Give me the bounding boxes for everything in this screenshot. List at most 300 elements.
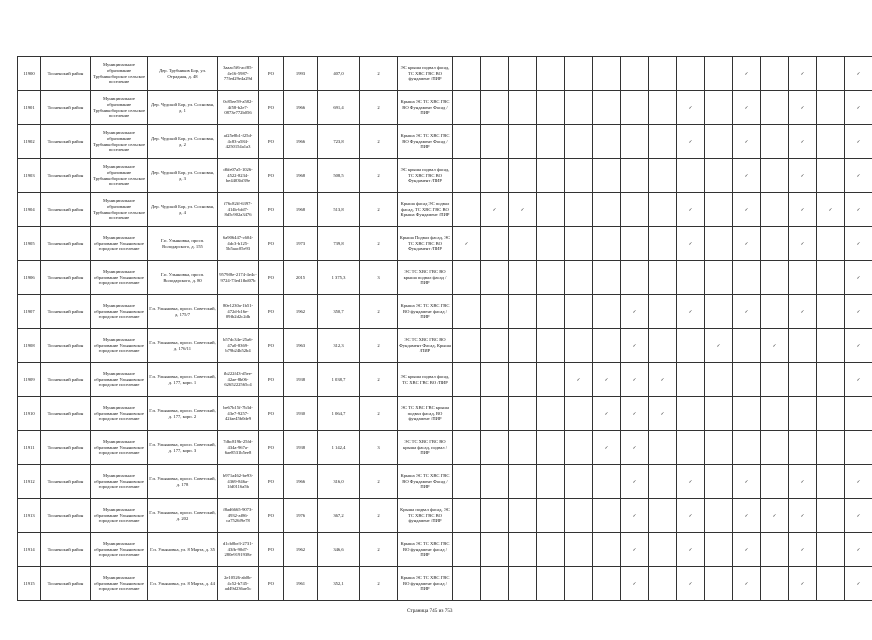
row-id: 11903 (18, 159, 41, 193)
work-cell (593, 57, 621, 91)
work-cell (761, 363, 789, 397)
work-cell (593, 159, 621, 193)
row-area: 312,3 (318, 329, 360, 363)
row-address: Дер. Чудской Бор, ул. Сосновая, д. 4 (148, 193, 218, 227)
row-district: Тосненский район (41, 159, 91, 193)
work-cell (481, 261, 509, 295)
work-cell (621, 363, 649, 397)
row-count: 2 (360, 159, 398, 193)
check-mark-icon: ✓ (800, 104, 805, 110)
work-cell (621, 57, 649, 91)
row-area: 1 142,4 (318, 431, 360, 465)
row-id: 11915 (18, 567, 41, 601)
row-guid: 80e1230a-1b51-472d-b16e-09fb2d2c2db (218, 295, 259, 329)
row-type: РО (259, 159, 284, 193)
row-district: Тосненский район (41, 567, 91, 601)
row-id: 11908 (18, 329, 41, 363)
row-area: 508,5 (318, 159, 360, 193)
work-cell (453, 261, 481, 295)
row-area: 513,8 (318, 193, 360, 227)
check-mark-icon: ✓ (800, 240, 805, 246)
row-address: Дер. Чудской Бор, ул. Сосновая, д. 1 (148, 91, 218, 125)
row-count: 2 (360, 125, 398, 159)
work-cell (649, 397, 677, 431)
work-cell (481, 295, 509, 329)
row-area: 407,0 (318, 57, 360, 91)
row-id: 11910 (18, 397, 41, 431)
row-organization: Муниципальное образование Трубникоборское сельское поселение (91, 193, 148, 227)
check-mark-icon: ✓ (856, 546, 861, 552)
row-district: Тосненский район (41, 227, 91, 261)
table-row (18, 329, 872, 363)
work-cell (565, 431, 593, 465)
work-cell (565, 465, 593, 499)
work-cell (733, 567, 761, 601)
row-address: Г.п. Ульяновка, просп. Советский, д. 177, корп. 1 (148, 363, 218, 397)
work-cell (593, 227, 621, 261)
work-cell (593, 499, 621, 533)
work-cell (677, 465, 705, 499)
row-count: 3 (360, 261, 398, 295)
work-cell (817, 431, 845, 465)
row-guid: f8ad6665-9073-4932-af86-ca7526f9e78 (218, 499, 259, 533)
work-cell (733, 533, 761, 567)
work-cell (649, 567, 677, 601)
row-year: 1930 (284, 397, 318, 431)
work-cell (481, 125, 509, 159)
check-mark-icon: ✓ (800, 308, 805, 314)
work-cell (649, 159, 677, 193)
row-guid: f76c82ff-6397-414b-bfd7-8d5c902a3476 (218, 193, 259, 227)
work-cell (481, 193, 509, 227)
work-cell (621, 295, 649, 329)
row-type: РО (259, 125, 284, 159)
work-cell (593, 261, 621, 295)
work-cell (789, 465, 817, 499)
row-count: 2 (360, 499, 398, 533)
check-mark-icon: ✓ (520, 206, 525, 212)
work-cell (677, 227, 705, 261)
work-cell (677, 159, 705, 193)
check-mark-icon: ✓ (744, 138, 749, 144)
work-cell (845, 329, 872, 363)
row-works: Крыша ЭС ТС ХВС ГВС ВО Фундамент Фасад /ПИР (398, 125, 453, 159)
work-cell (621, 91, 649, 125)
row-guid: d1cb0be3-2731-43fb-90d7-280e9191938e (218, 533, 259, 567)
row-year: 1968 (284, 193, 318, 227)
row-year: 1962 (284, 533, 318, 567)
work-cell (537, 567, 565, 601)
work-cell (565, 91, 593, 125)
work-cell (565, 363, 593, 397)
work-cell (761, 227, 789, 261)
work-cell (733, 91, 761, 125)
row-id: 11909 (18, 363, 41, 397)
row-works: Крыша ЭС ТС ХВС ГВС ВО Фундамент Фасад /ПИР (398, 465, 453, 499)
work-cell (537, 431, 565, 465)
check-mark-icon: ✓ (464, 240, 469, 246)
work-cell (509, 193, 537, 227)
work-cell (817, 227, 845, 261)
work-cell (453, 91, 481, 125)
row-guid: 7dbc819b-25fd-434a-967a-6ae8531b5ee8 (218, 431, 259, 465)
work-cell (481, 363, 509, 397)
work-cell (789, 91, 817, 125)
row-guid: b57dc34e-25a6-47a0-8369-b79b24b52b4 (218, 329, 259, 363)
row-type: РО (259, 499, 284, 533)
row-type: РО (259, 397, 284, 431)
work-cell (481, 533, 509, 567)
work-cell (537, 329, 565, 363)
work-cell (705, 329, 733, 363)
row-guid: af25e8b1-f25d-4c83-a584-4250154a1a3 (218, 125, 259, 159)
row-organization: Муниципальное образование Ульяновское городское поселение (91, 329, 148, 363)
check-mark-icon: ✓ (632, 308, 637, 314)
row-type: РО (259, 329, 284, 363)
work-cell (453, 295, 481, 329)
work-cell (845, 465, 872, 499)
check-mark-icon: ✓ (856, 240, 861, 246)
check-mark-icon: ✓ (604, 376, 609, 382)
work-cell (509, 465, 537, 499)
check-mark-icon: ✓ (800, 546, 805, 552)
row-type: РО (259, 363, 284, 397)
table-row (18, 227, 872, 261)
work-cell (565, 159, 593, 193)
work-cell (537, 533, 565, 567)
row-address: Дер. Трубников Бор, ул. Отрадная, д. 48 (148, 57, 218, 91)
row-works: Крыша ЭС ТС ХВС ГВС ВО фундамент фасад /ПИР (398, 533, 453, 567)
page-footer: Страница 745 из 753 (407, 608, 453, 614)
register-sheet (17, 56, 872, 601)
check-mark-icon: ✓ (688, 104, 693, 110)
check-mark-icon: ✓ (744, 240, 749, 246)
work-cell (621, 125, 649, 159)
row-id: 11901 (18, 91, 41, 125)
row-address: Г.п. Ульяновка, просп. Советский, д. 177, корп. 3 (148, 431, 218, 465)
work-cell (593, 329, 621, 363)
work-cell (705, 91, 733, 125)
row-guid: d6fe07a5-1026-4522-8234-be4403bf39e (218, 159, 259, 193)
work-cell (789, 499, 817, 533)
row-type: РО (259, 91, 284, 125)
work-cell (677, 57, 705, 91)
work-cell (677, 261, 705, 295)
check-mark-icon: ✓ (800, 70, 805, 76)
work-cell (789, 125, 817, 159)
check-mark-icon: ✓ (856, 274, 861, 280)
row-type: РО (259, 567, 284, 601)
row-district: Тосненский район (41, 431, 91, 465)
row-guid: 2e10526-ab0b-4c52-b745-ad49d236ae5c (218, 567, 259, 601)
row-organization: Муниципальное образование Ульяновское городское поселение (91, 227, 148, 261)
check-mark-icon: ✓ (856, 70, 861, 76)
check-mark-icon: ✓ (632, 478, 637, 484)
work-cell (649, 465, 677, 499)
work-cell (845, 567, 872, 601)
row-year: 1973 (284, 227, 318, 261)
row-id: 11912 (18, 465, 41, 499)
row-count: 2 (360, 227, 398, 261)
work-cell (817, 397, 845, 431)
work-cell (537, 465, 565, 499)
work-cell (509, 567, 537, 601)
check-mark-icon: ✓ (492, 206, 497, 212)
work-cell (761, 567, 789, 601)
check-mark-icon: ✓ (744, 580, 749, 586)
work-cell (481, 57, 509, 91)
register-table (17, 56, 872, 601)
work-cell (565, 57, 593, 91)
work-cell (453, 533, 481, 567)
work-cell (761, 91, 789, 125)
work-cell (593, 363, 621, 397)
work-cell (789, 159, 817, 193)
work-cell (733, 431, 761, 465)
row-id: 11904 (18, 193, 41, 227)
row-count: 2 (360, 91, 398, 125)
work-cell (481, 91, 509, 125)
work-cell (565, 499, 593, 533)
work-cell (761, 295, 789, 329)
row-area: 346,6 (318, 533, 360, 567)
row-organization: Муниципальное образование Трубникоборское сельское поселение (91, 91, 148, 125)
work-cell (817, 499, 845, 533)
row-organization: Муниципальное образование Трубникоборское сельское поселение (91, 125, 148, 159)
work-cell (593, 533, 621, 567)
work-cell (677, 533, 705, 567)
work-cell (621, 567, 649, 601)
work-cell (705, 159, 733, 193)
work-cell (537, 295, 565, 329)
work-cell (817, 295, 845, 329)
work-cell (677, 431, 705, 465)
work-cell (621, 533, 649, 567)
row-type: РО (259, 227, 284, 261)
row-year: 1961 (284, 567, 318, 601)
check-mark-icon: ✓ (604, 410, 609, 416)
check-mark-icon: ✓ (800, 512, 805, 518)
row-organization: Муниципальное образование Трубникоборское сельское поселение (91, 57, 148, 91)
work-cell (593, 295, 621, 329)
work-cell (817, 261, 845, 295)
check-mark-icon: ✓ (688, 580, 693, 586)
work-cell (705, 499, 733, 533)
work-cell (845, 159, 872, 193)
work-cell (761, 431, 789, 465)
check-mark-icon: ✓ (744, 308, 749, 314)
row-type: РО (259, 295, 284, 329)
work-cell (705, 295, 733, 329)
work-cell (817, 329, 845, 363)
work-cell (593, 465, 621, 499)
check-mark-icon: ✓ (744, 104, 749, 110)
work-cell (845, 57, 872, 91)
work-cell (705, 363, 733, 397)
work-cell (677, 329, 705, 363)
work-cell (705, 125, 733, 159)
row-area: 1 038,7 (318, 363, 360, 397)
row-id: 11911 (18, 431, 41, 465)
work-cell (453, 431, 481, 465)
work-cell (537, 227, 565, 261)
check-mark-icon: ✓ (744, 70, 749, 76)
work-cell (509, 261, 537, 295)
row-organization: Муниципальное образование Ульяновское городское поселение (91, 465, 148, 499)
work-cell (733, 499, 761, 533)
work-cell (453, 329, 481, 363)
row-district: Тосненский район (41, 363, 91, 397)
check-mark-icon: ✓ (632, 342, 637, 348)
check-mark-icon: ✓ (632, 444, 637, 450)
check-mark-icon: ✓ (800, 580, 805, 586)
row-works: ЭС крыша подвал фасад, ТС ХВС ГВС ВО фундамент /ПИР (398, 57, 453, 91)
work-cell (621, 159, 649, 193)
row-organization: Муниципальное образование Ульяновское городское поселение (91, 533, 148, 567)
row-works: Крыша ЭС ТС ХВС ГВС ВО фундамент фасад /ПИР (398, 567, 453, 601)
row-district: Тосненский район (41, 125, 91, 159)
work-cell (593, 431, 621, 465)
row-organization: Муниципальное образование Ульяновское городское поселение (91, 261, 148, 295)
work-cell (817, 363, 845, 397)
register-table-body (18, 57, 872, 601)
check-mark-icon: ✓ (660, 376, 665, 382)
work-cell (817, 193, 845, 227)
work-cell (845, 193, 872, 227)
table-row (18, 465, 872, 499)
work-cell (649, 227, 677, 261)
work-cell (817, 465, 845, 499)
check-mark-icon: ✓ (688, 478, 693, 484)
row-type: РО (259, 431, 284, 465)
check-mark-icon: ✓ (688, 308, 693, 314)
row-year: 1966 (284, 465, 318, 499)
work-cell (677, 125, 705, 159)
check-mark-icon: ✓ (688, 512, 693, 518)
work-cell (509, 431, 537, 465)
check-mark-icon: ✓ (856, 172, 861, 178)
work-cell (453, 499, 481, 533)
row-count: 2 (360, 363, 398, 397)
row-works: ЭС ТС ХВС ГВС ВО крыша фасад, подвал /ПИР (398, 431, 453, 465)
work-cell (705, 261, 733, 295)
row-guid: 6a906447-c604-4dc3-b125-5b5aac05e93 (218, 227, 259, 261)
work-cell (481, 465, 509, 499)
check-mark-icon: ✓ (744, 512, 749, 518)
row-area: 739,8 (318, 227, 360, 261)
work-cell (649, 363, 677, 397)
work-cell (537, 193, 565, 227)
row-district: Тосненский район (41, 261, 91, 295)
work-cell (481, 431, 509, 465)
row-guid: 3aaac5f6-acf85-4e16-5987-77fed29e4a29d (218, 57, 259, 91)
row-count: 2 (360, 193, 398, 227)
work-cell (705, 57, 733, 91)
table-row (18, 125, 872, 159)
work-cell (453, 57, 481, 91)
table-row (18, 193, 872, 227)
work-cell (761, 159, 789, 193)
row-works: Крыша подвал фасад, ЭС ТС ХВС ГВС ВО фундамент /ПИР (398, 499, 453, 533)
check-mark-icon: ✓ (800, 478, 805, 484)
work-cell (789, 227, 817, 261)
work-cell (509, 329, 537, 363)
work-cell (733, 125, 761, 159)
row-type: РО (259, 465, 284, 499)
row-works: ЭС ТС ХВС ГВС ВО Фундамент Фасад, Крыша /ПИР (398, 329, 453, 363)
row-id: 11913 (18, 499, 41, 533)
work-cell (509, 295, 537, 329)
work-cell (789, 363, 817, 397)
work-cell (509, 91, 537, 125)
work-cell (649, 91, 677, 125)
work-cell (509, 57, 537, 91)
row-works: ЭС ТС ХВС ГВС крыша подвал фасад, ВО фундамент /ПИР (398, 397, 453, 431)
work-cell (593, 193, 621, 227)
work-cell (565, 397, 593, 431)
row-year: 1968 (284, 159, 318, 193)
work-cell (649, 431, 677, 465)
row-address: Г.п. Ульяновка, просп. Советский, д. 175/7 (148, 295, 218, 329)
work-cell (537, 261, 565, 295)
row-area: 367,2 (318, 499, 360, 533)
row-id: 11906 (18, 261, 41, 295)
check-mark-icon: ✓ (632, 410, 637, 416)
work-cell (481, 159, 509, 193)
work-cell (817, 57, 845, 91)
work-cell (565, 295, 593, 329)
check-mark-icon: ✓ (772, 342, 777, 348)
table-row (18, 159, 872, 193)
row-guid: b971a462-be93-4369-846a-1fd0116a5b (218, 465, 259, 499)
work-cell (649, 125, 677, 159)
table-row (18, 533, 872, 567)
work-cell (789, 567, 817, 601)
check-mark-icon: ✓ (716, 342, 721, 348)
work-cell (509, 125, 537, 159)
row-organization: Муниципальное образование Ульяновское городское поселение (91, 397, 148, 431)
row-address: Г.п. Ульяновка, просп. Володарского, д. 80 (148, 261, 218, 295)
work-cell (565, 227, 593, 261)
row-count: 2 (360, 57, 398, 91)
row-works: Крыша ЭС ТС ХВС ГВС ВО фундамент фасад /ПИР (398, 295, 453, 329)
row-organization: Муниципальное образование Ульяновское городское поселение (91, 499, 148, 533)
row-area: 691,4 (318, 91, 360, 125)
work-cell (593, 567, 621, 601)
row-organization: Муниципальное образование Ульяновское городское поселение (91, 363, 148, 397)
check-mark-icon: ✓ (604, 444, 609, 450)
row-year: 1966 (284, 125, 318, 159)
check-mark-icon: ✓ (856, 308, 861, 314)
row-year: 1962 (284, 295, 318, 329)
check-mark-icon: ✓ (632, 376, 637, 382)
work-cell (453, 363, 481, 397)
row-year: 1963 (284, 329, 318, 363)
row-count: 3 (360, 431, 398, 465)
work-cell (761, 57, 789, 91)
work-cell (789, 533, 817, 567)
work-cell (789, 329, 817, 363)
check-mark-icon: ✓ (772, 512, 777, 518)
row-year: 1976 (284, 499, 318, 533)
work-cell (677, 193, 705, 227)
work-cell (649, 533, 677, 567)
work-cell (453, 465, 481, 499)
work-cell (677, 363, 705, 397)
work-cell (649, 193, 677, 227)
row-works: Крыша Подвал фасад, ЭС ТС ХВС ГВС ВО Фундамент /ПИР (398, 227, 453, 261)
check-mark-icon: ✓ (744, 546, 749, 552)
